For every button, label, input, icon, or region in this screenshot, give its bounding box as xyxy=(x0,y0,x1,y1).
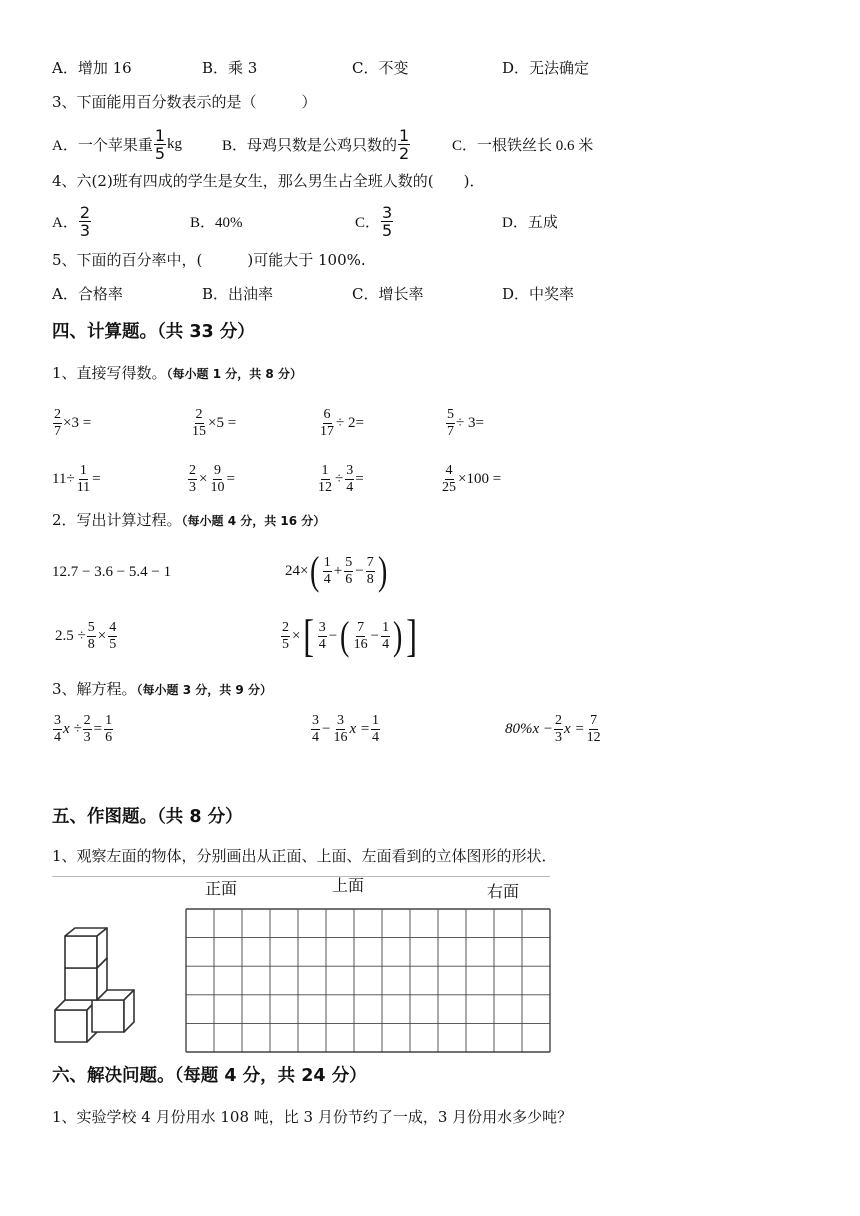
fraction: $\frac{5}{8}$ xyxy=(87,619,95,652)
section5-q1: 1、观察左面的物体，分别画出从正面、上面、左面看到的立体图形的形状． xyxy=(52,847,557,865)
section4-part1: 1、直接写得数。（每小题 1 分，共 8 分） xyxy=(52,364,302,382)
expr-6: $\frac{2}{3}$ × $\frac{9}{10}$ = xyxy=(189,462,235,495)
fraction: $\frac{4}{25}$ xyxy=(442,462,456,495)
q2-option-d: D．无法确定 xyxy=(502,59,590,77)
q5-stem: 5、下面的百分率中，( )可能大于 100%. xyxy=(52,251,366,269)
fraction: $\frac{1}{12}$ xyxy=(318,462,332,495)
expr-1: $\frac{2}{7}$ ×3 = xyxy=(54,406,92,439)
right-paren: ) xyxy=(393,613,403,658)
expr-8: $\frac{4}{25}$ ×100 = xyxy=(442,462,502,495)
expr-4: $\frac{5}{7}$ ÷ 3= xyxy=(447,406,484,439)
section4-part2: 2．写出计算过程。（每小题 4 分，共 16 分） xyxy=(52,511,326,529)
q4-option-d: D．五成 xyxy=(502,214,558,231)
fraction: $\frac{7}{12}$ xyxy=(586,712,601,745)
q3-option-b xyxy=(222,126,411,162)
fraction: $\frac{7}{8}$ xyxy=(366,554,374,587)
q4-c-label: C． xyxy=(355,214,381,231)
fraction: $\frac{4}{5}$ xyxy=(109,619,117,652)
q5-option-b: B．出油率 xyxy=(202,285,274,303)
equation-1: $\frac{3}{4}$ x ÷ $\frac{2}{3}$ = $\frac{1}{6}$ xyxy=(54,712,113,745)
fraction: $\frac{3}{4}$ xyxy=(312,712,319,745)
calc-4: $\frac{2}{5}$ × [ $\frac{3}{4}$ − ( $\frac{7}{16}$ − $\frac{1}{4}$ ) ] xyxy=(282,610,418,661)
right-bracket: ] xyxy=(406,610,418,661)
fraction: $\frac{3}{16}$ xyxy=(333,712,348,745)
left-bracket: [ xyxy=(303,610,315,661)
expr-5: 11÷ $\frac{1}{11}$ = xyxy=(52,462,101,495)
points-note: （每小题 4 分，共 16 分） xyxy=(181,514,326,528)
fraction: $\frac{1}{4}$ xyxy=(323,554,331,587)
fraction: $\frac{9}{10}$ xyxy=(210,462,225,495)
calc-3: 2.5 ÷ $\frac{5}{8}$ × $\frac{4}{5}$ xyxy=(55,619,117,652)
fraction: $\frac{5}{7}$ xyxy=(447,406,454,439)
fraction: $\frac{2}{3}$ xyxy=(555,712,563,745)
section4-title: 四、计算题。（共 33 分） xyxy=(52,322,255,342)
fraction: $\frac{2}{15}$ xyxy=(192,406,206,439)
fraction: $\frac{2}{3}$ xyxy=(83,712,91,745)
right-paren: ) xyxy=(377,548,388,593)
left-paren: ( xyxy=(310,548,320,593)
q4-option-a xyxy=(52,202,92,240)
expr-2: $\frac{2}{15}$ ×5 = xyxy=(192,406,237,439)
fraction: $\frac{2}{5}$ xyxy=(282,619,289,652)
q2-option-c: C．不变 xyxy=(352,59,409,77)
points-note: （每小题 1 分，共 8 分） xyxy=(166,367,302,381)
points-note: （每小题 3 分，共 9 分） xyxy=(136,683,272,697)
fraction: $\frac{1}{2}$ xyxy=(399,125,410,163)
section6-title: 六、解决问题。（每题 4 分，共 24 分） xyxy=(52,1066,367,1086)
fraction: $\frac{3}{4}$ xyxy=(318,619,326,652)
label-right-view: 右面 xyxy=(487,882,520,901)
drawing-grid[interactable] xyxy=(185,908,552,1054)
fraction: $\frac{2}{3}$ xyxy=(189,462,196,495)
q3-stem: 3、下面能用百分数表示的是（ ） xyxy=(52,93,317,111)
fraction: $\frac{2}{3}$ xyxy=(79,202,91,240)
q4-stem: 4、六(2)班有四成的学生是女生，那么男生占全班人数的( )． xyxy=(52,172,485,190)
expr-3: $\frac{6}{17}$ ÷ 2= xyxy=(320,406,364,439)
fraction: $\frac{6}{17}$ xyxy=(320,406,334,439)
section4-part3: 3、解方程。（每小题 3 分，共 9 分） xyxy=(52,680,272,698)
q3-b-text: B．母鸡只数是公鸡只数的 xyxy=(222,137,398,154)
fraction: $\frac{5}{6}$ xyxy=(345,554,353,587)
calc-1: 12.7 − 3.6 − 5.4 − 1 xyxy=(52,563,172,580)
q4-a-label: A． xyxy=(52,214,78,231)
label-front-view: 正面 xyxy=(205,879,238,898)
fraction: $\frac{1}{11}$ xyxy=(76,462,91,495)
q5-option-d: D．中奖率 xyxy=(502,285,575,303)
cube-stack-figure xyxy=(52,926,140,1044)
q2-option-a: A．增加 16 xyxy=(52,59,132,77)
q3-option-a xyxy=(52,126,182,162)
fraction: $\frac{3}{4}$ xyxy=(54,712,61,745)
left-paren: ( xyxy=(340,613,350,658)
fraction: $\frac{1}{4}$ xyxy=(382,619,390,652)
label-top-view: 上面 xyxy=(332,876,365,895)
q3-c-text: C．一根铁丝长 0.6 米 xyxy=(452,137,594,154)
fraction: $\frac{1}{6}$ xyxy=(105,712,113,745)
fraction: $\frac{3}{4}$ xyxy=(346,462,354,495)
fraction: $\frac{7}{16}$ xyxy=(353,619,368,652)
expr-7: $\frac{1}{12}$ ÷ $\frac{3}{4}$ = xyxy=(318,462,364,495)
equation-2: $\frac{3}{4}$ − $\frac{3}{16}$ x = $\frac{1}{4}$ xyxy=(312,712,379,745)
calc-2: 24× ( $\frac{1}{4}$ + $\frac{5}{6}$ − $\frac{7}{8}$ ) xyxy=(285,548,388,593)
fraction: $\frac{1}{4}$ xyxy=(372,712,379,745)
q3-a-text: A．一个苹果重 xyxy=(52,137,153,154)
q4-option-c xyxy=(355,202,394,240)
section5-title: 五、作图题。（共 8 分） xyxy=(52,807,243,827)
divider xyxy=(52,876,550,877)
equation-3: 80%x − $\frac{2}{3}$ x = $\frac{7}{12}$ xyxy=(505,712,601,745)
q2-option-b: B．乘 3 xyxy=(202,59,258,77)
fraction: $\frac{2}{7}$ xyxy=(54,406,61,439)
q4-option-b: B．40% xyxy=(190,214,243,231)
fraction: $\frac{3}{5}$ xyxy=(382,202,393,240)
q3-option-c xyxy=(452,126,593,162)
section6-q1: 1、实验学校 4 月份用水 108 吨，比 3 月份节约了一成，3 月份用水多少吨？ xyxy=(52,1108,573,1126)
q5-option-c: C．增长率 xyxy=(352,285,424,303)
q3-a-unit: kg xyxy=(167,135,183,152)
q5-option-a: A．合格率 xyxy=(52,285,123,303)
fraction: $\frac{1}{5}$ xyxy=(154,125,166,163)
